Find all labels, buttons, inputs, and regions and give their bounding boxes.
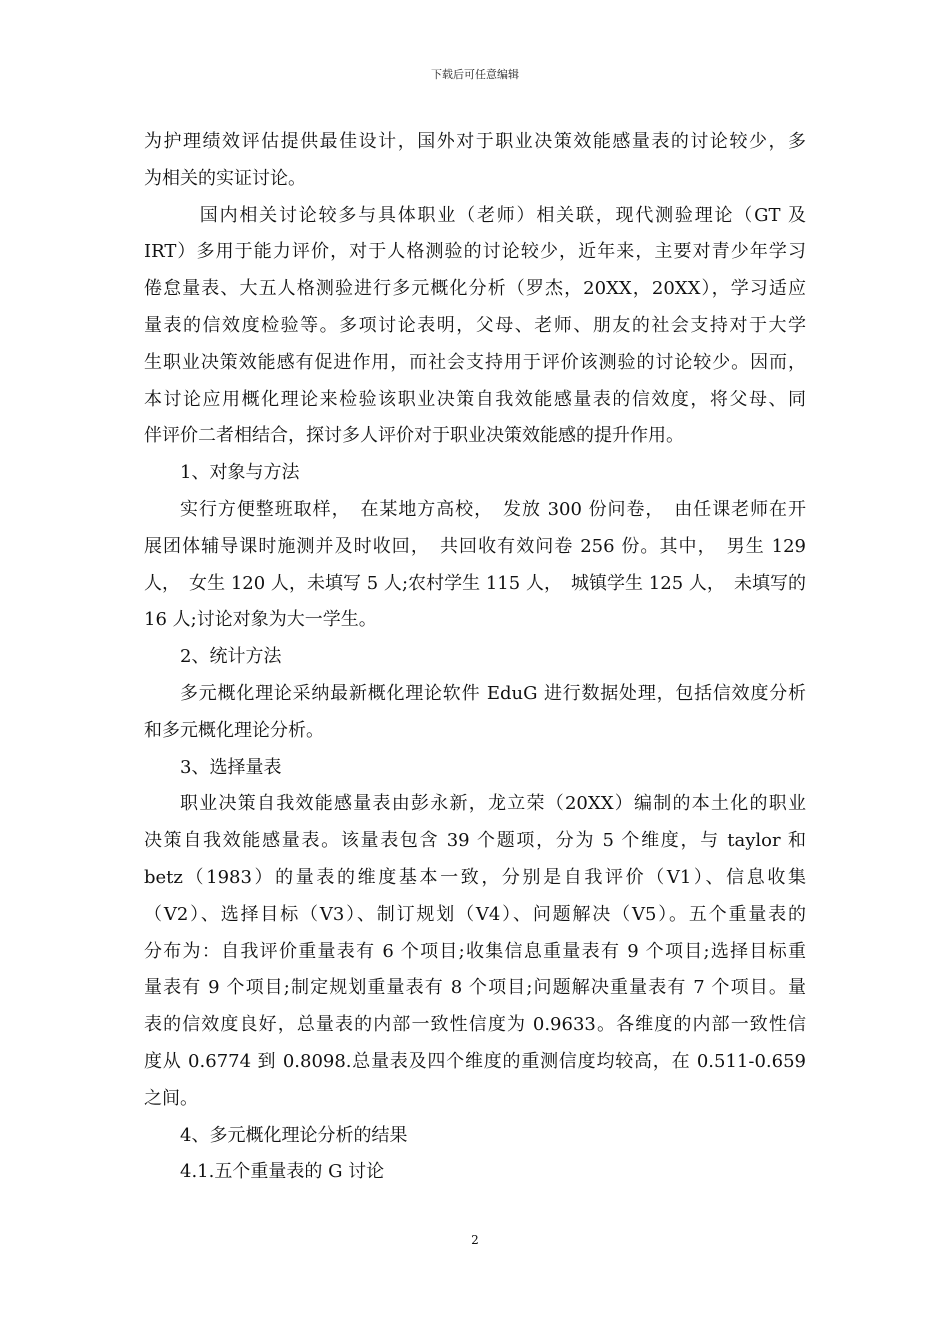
paragraph-line: 分布为：自我评价重量表有 6 个项目;收集信息重量表有 9 个项目;选择目标重 bbox=[144, 940, 806, 962]
paragraph-line: 度从 0.6774 到 0.8098.总量表及四个维度的重测信度均较高，在 0.511-0.659 bbox=[144, 1050, 806, 1072]
paragraph-line: （V2）、选择目标（V3）、制订规划（V4）、问题解决（V5）。五个重量表的 bbox=[144, 903, 806, 925]
document-body bbox=[144, 124, 806, 1191]
paragraph-line: 职业决策自我效能感量表由彭永新，龙立荣（20XX）编制的本土化的职业 bbox=[180, 793, 806, 815]
paragraph-line: 为护理绩效评估提供最佳设计，国外对于职业决策效能感量表的讨论较少，多 bbox=[144, 131, 806, 152]
paragraph-line: 人， 女生 120 人，未填写 5 人;农村学生 115 人， 城镇学生 125 人， 未填写的 bbox=[144, 572, 806, 594]
paragraph-line: 实行方便整班取样， 在某地方高校， 发放 300 份问卷， 由任课老师在开 bbox=[180, 498, 806, 520]
paragraph-line: 之间。 bbox=[144, 1087, 198, 1109]
paragraph-line: 为相关的实证讨论。 bbox=[144, 167, 306, 189]
section-heading: 4、多元概化理论分析的结果 bbox=[180, 1124, 408, 1146]
paragraph-line: 展团体辅导课时施测并及时收回， 共回收有效问卷 256 份。其中， 男生 129 bbox=[144, 535, 806, 557]
section-heading: 2、统计方法 bbox=[180, 646, 282, 668]
page-header: 下载后可任意编辑 bbox=[431, 68, 519, 81]
section-heading: 3、选择量表 bbox=[180, 756, 282, 778]
paragraph-line: 国内相关讨论较多与具体职业（老师）相关联，现代测验理论（GT 及 bbox=[180, 204, 806, 226]
paragraph-line: IRT）多用于能力评价，对于人格测验的讨论较少，近年来，主要对青少年学习 bbox=[144, 241, 806, 263]
paragraph-line: 和多元概化理论分析。 bbox=[144, 719, 324, 741]
paragraph-line: 量表有 9 个项目;制定规划重量表有 8 个项目;问题解决重量表有 7 个项目。量 bbox=[144, 977, 806, 999]
paragraph-line: 生职业决策效能感有促进作用，而社会支持用于评价该测验的讨论较少。因而， bbox=[144, 351, 806, 373]
paragraph-line: betz（1983）的量表的维度基本一致，分别是自我评价（V1）、信息收集 bbox=[144, 866, 806, 888]
section-heading: 4.1.五个重量表的 G 讨论 bbox=[180, 1161, 385, 1183]
paragraph-line: 多元概化理论采纳最新概化理论软件 EduG 进行数据处理，包括信效度分析 bbox=[180, 682, 806, 704]
paragraph-line: 表的信效度良好，总量表的内部一致性信度为 0.9633。各维度的内部一致性信 bbox=[144, 1014, 806, 1036]
paragraph-line: 16 人;讨论对象为大一学生。 bbox=[144, 609, 377, 631]
paragraph-line: 量表的信效度检验等。多项讨论表明，父母、老师、朋友的社会支持对于大学 bbox=[144, 314, 806, 336]
paragraph-line: 伴评价二者相结合，探讨多人评价对于职业决策效能感的提升作用。 bbox=[144, 425, 684, 447]
paragraph-line: 决策自我效能感量表。该量表包含 39 个题项，分为 5 个维度，与 taylor 和 bbox=[144, 830, 806, 852]
paragraph-line: 本讨论应用概化理论来检验该职业决策自我效能感量表的信效度，将父母、同 bbox=[144, 388, 806, 410]
section-heading: 1、对象与方法 bbox=[180, 462, 300, 484]
paragraph-line: 倦怠量表、大五人格测验进行多元概化分析（罗杰，20XX，20XX），学习适应 bbox=[144, 278, 806, 300]
page-number: 2 bbox=[471, 1233, 479, 1247]
